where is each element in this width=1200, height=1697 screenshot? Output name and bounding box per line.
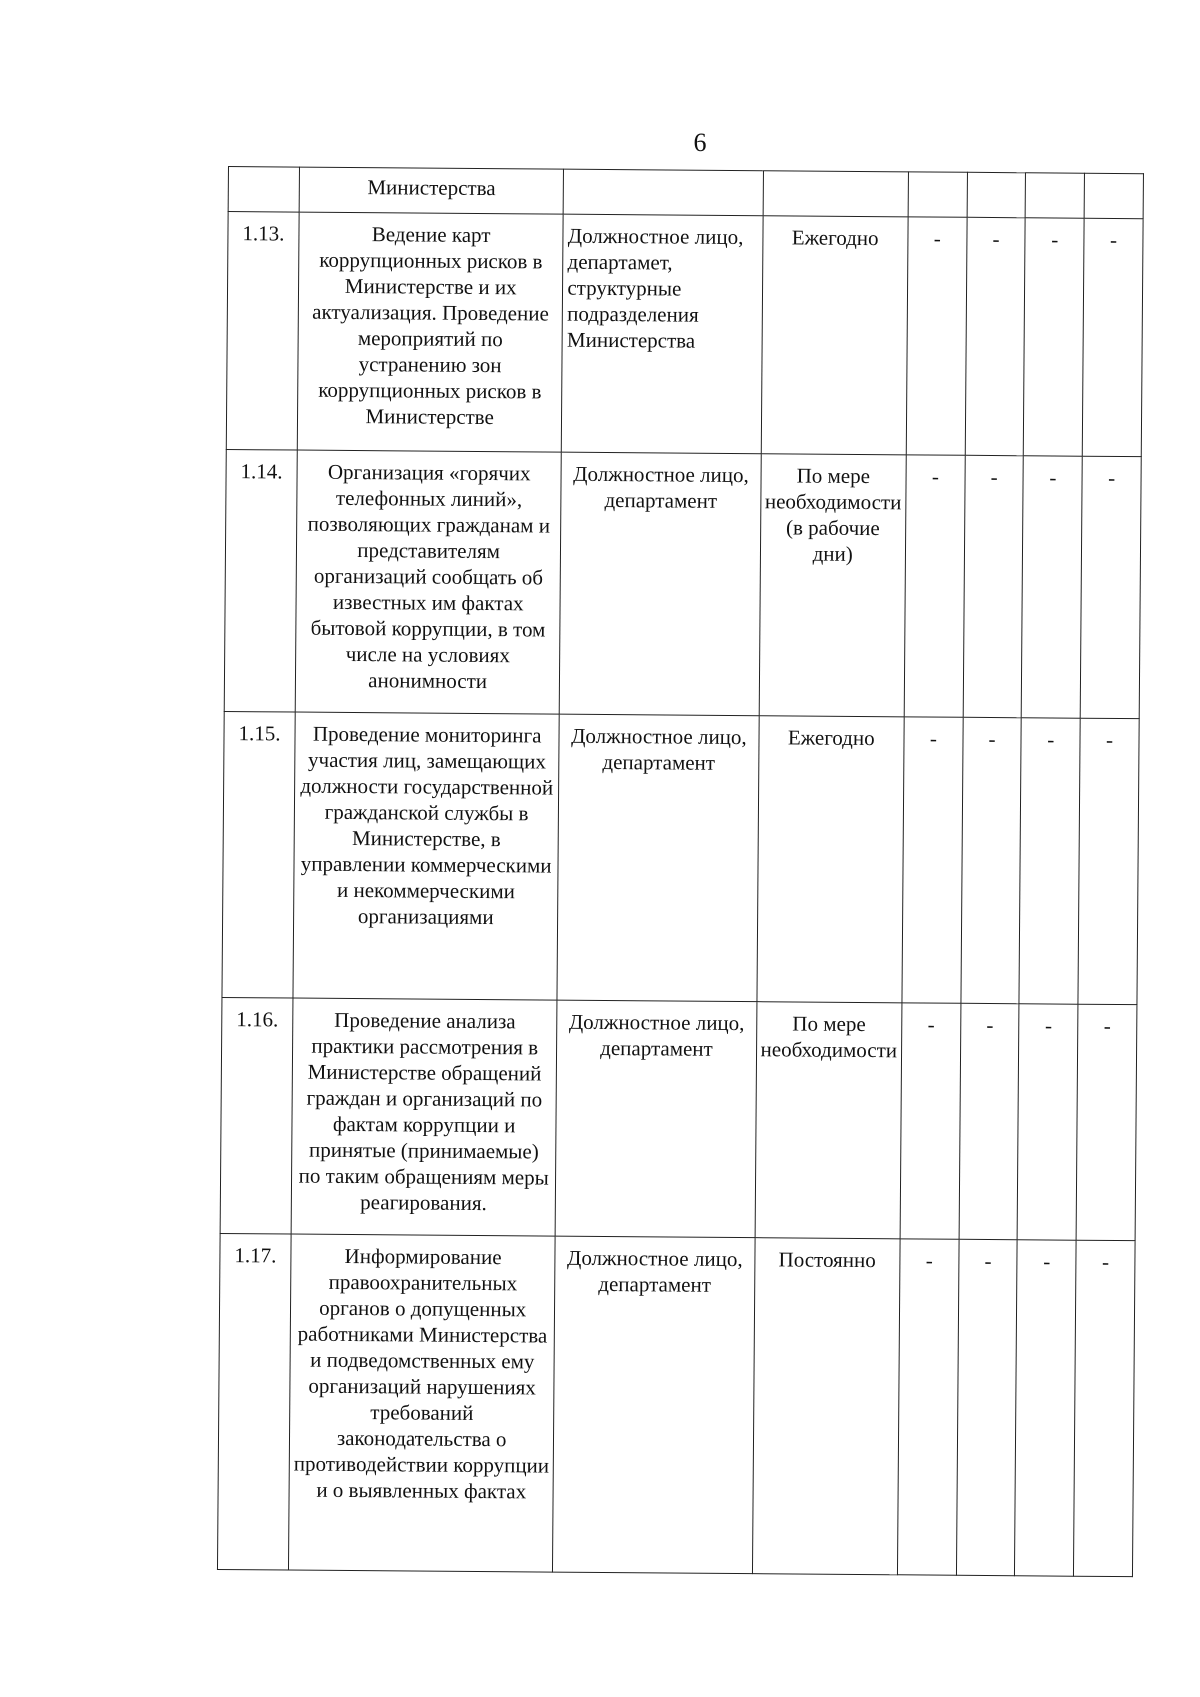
cell-term: Ежегодно [756, 716, 904, 1003]
cell-term: По мере необходимости [755, 1002, 902, 1239]
cell-mark: - [956, 1239, 1017, 1575]
table-row [226, 212, 1143, 457]
cell-mark: - [1024, 218, 1085, 456]
cell-mark: - [1080, 456, 1141, 718]
cell-responsible: Должностное лицо, департамент [560, 452, 761, 716]
cell-action: Проведение мониторинга участия лиц, замещающих должности государственной гражданской службы в Министерстве, в управлении коммерческими и некоммерческими организациями [293, 712, 560, 1000]
cell-mark: - [959, 1003, 1020, 1239]
cell-num: 1.13. [226, 212, 299, 451]
cell-mark: - [906, 217, 967, 455]
cell-mark: - [1018, 1004, 1079, 1240]
cell-action: Информирование правоохранительных органов о допущенных работниками Министерства и подведомственных ему организаций нарушениях требований законодательства о противодействии коррупции и о выявленных фактах [288, 1234, 555, 1572]
table-row [222, 711, 1139, 1004]
cell-mark: - [1074, 1240, 1135, 1576]
cell-responsible [563, 169, 763, 216]
cell-term: Постоянно [752, 1238, 900, 1575]
cell-mark: - [1076, 1004, 1137, 1240]
cell-mark: - [897, 1239, 958, 1575]
cell-mark [908, 172, 967, 217]
cell-mark: - [1015, 1240, 1076, 1576]
cell-mark [967, 172, 1026, 217]
table-row [220, 997, 1137, 1240]
cell-action: Проведение анализа практики рассмотрения в Министерстве обращений граждан и организаций по фактам коррупции и принятые (принимаемые) по таким обращениям меры реагирования. [291, 998, 557, 1236]
cell-action: Организация «горячих телефонных линий», позволяющих гражданам и представителям организаций сообщать об известных им фактах бытовой коррупции, в том числе на условиях анонимности [295, 450, 561, 714]
cell-mark: - [965, 217, 1026, 455]
cell-mark: - [1019, 718, 1080, 1004]
table-row-continuation [228, 167, 1143, 219]
cell-num: 1.17. [217, 1233, 291, 1570]
cell-mark: - [963, 455, 1024, 717]
cell-responsible: Должностное лицо, департамет, структурные подразделения Министерства [562, 214, 763, 454]
cell-term: Ежегодно [761, 216, 908, 455]
cell-mark: - [902, 717, 963, 1003]
cell-mark: - [1082, 218, 1143, 456]
cell-mark: - [1022, 456, 1083, 718]
cell-num: 1.16. [220, 997, 293, 1234]
page-number: 6 [693, 128, 707, 157]
cell-responsible: Должностное лицо, департамент [555, 1000, 756, 1238]
cell-mark: - [961, 717, 1022, 1003]
cell-mark: - [900, 1003, 961, 1239]
cell-term [763, 171, 909, 217]
table-row [217, 1233, 1135, 1576]
cell-mark: - [1078, 718, 1139, 1004]
cell-responsible: Должностное лицо, департамент [553, 1236, 755, 1574]
cell-num: 1.15. [222, 711, 295, 998]
cell-action: Министерства [299, 167, 564, 214]
cell-mark [1026, 173, 1085, 218]
cell-mark: - [904, 455, 965, 717]
cell-term: По мере необходимости (в рабочие дни) [759, 454, 907, 717]
cell-action: Ведение карт коррупционных рисков в Министерстве и их актуализация. Проведение мероприятий по устранению зон коррупционных рисков в Министерстве [297, 212, 563, 452]
table-row [224, 449, 1141, 718]
cell-mark [1084, 173, 1143, 218]
cell-num: 1.14. [224, 449, 297, 712]
measures-table [217, 166, 1144, 1577]
cell-num [228, 167, 299, 213]
cell-responsible: Должностное лицо, департамент [557, 714, 758, 1002]
